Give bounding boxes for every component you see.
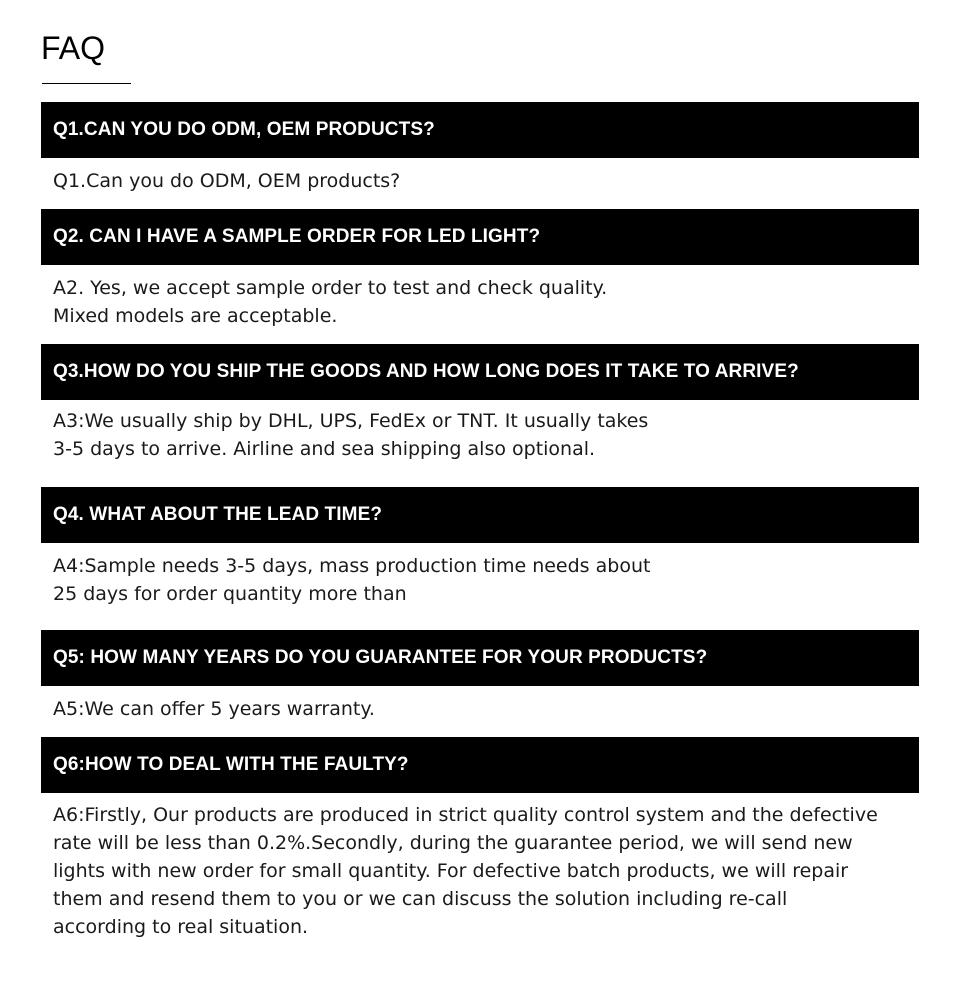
faq-question-3[interactable] [41, 344, 919, 400]
title-underline [42, 83, 131, 84]
faq-answer-2-line-1: A2. Yes, we accept sample order to test and check quality. [53, 277, 608, 299]
faq-answer-5-line-1: A5:We can offer 5 years warranty. [53, 698, 375, 720]
faq-question-4[interactable] [41, 487, 919, 543]
faq-question-2[interactable] [41, 209, 919, 265]
faq-answer-2-line-2: Mixed models are acceptable. [53, 305, 338, 327]
faq-answer-4-line-2: 25 days for order quantity more than [53, 583, 407, 605]
faq-question-1[interactable] [41, 102, 919, 158]
faq-answer-6-line-5: according to real situation. [53, 916, 309, 938]
faq-answer-6-line-4: them and resend them to you or we can discuss the solution including re-call [53, 888, 788, 910]
faq-answer-3-line-1: A3:We usually ship by DHL, UPS, FedEx or TNT. It usually takes [53, 410, 649, 432]
faq-question-5-text: Q5: HOW MANY YEARS DO YOU GUARANTEE FOR YOUR PRODUCTS? [53, 647, 708, 668]
faq-question-6-text: Q6:HOW TO DEAL WITH THE FAULTY? [53, 754, 409, 775]
faq-question-5[interactable] [41, 630, 919, 686]
faq-question-6[interactable] [41, 737, 919, 793]
faq-question-1-text: Q1.CAN YOU DO ODM, OEM PRODUCTS? [53, 119, 435, 140]
faq-answer-6-line-2: rate will be less than 0.2%.Secondly, during the guarantee period, we will send new [53, 832, 853, 854]
faq-answer-6-line-3: lights with new order for small quantity. For defective batch products, we will repair [53, 860, 849, 882]
faq-question-4-text: Q4. WHAT ABOUT THE LEAD TIME? [53, 504, 383, 525]
faq-answer-4 [53, 552, 903, 608]
faq-answer-3-line-2: 3-5 days to arrive. Airline and sea shipping also optional. [53, 438, 596, 460]
faq-answer-4-line-1: A4:Sample needs 3-5 days, mass production time needs about [53, 555, 651, 577]
faq-answer-6-line-1: A6:Firstly, Our products are produced in strict quality control system and the defective [53, 804, 878, 826]
page-title: FAQ [41, 30, 106, 66]
faq-answer-1-line-1: Q1.Can you do ODM, OEM products? [53, 170, 401, 192]
faq-answer-5 [53, 695, 903, 723]
faq-answer-1 [53, 167, 903, 195]
faq-question-3-text: Q3.HOW DO YOU SHIP THE GOODS AND HOW LONG DOES IT TAKE TO ARRIVE? [53, 361, 799, 382]
faq-question-2-text: Q2. CAN I HAVE A SAMPLE ORDER FOR LED LIGHT? [53, 226, 541, 247]
faq-answer-2 [53, 274, 903, 330]
faq-answer-6 [53, 801, 903, 941]
faq-answer-3 [53, 407, 903, 463]
